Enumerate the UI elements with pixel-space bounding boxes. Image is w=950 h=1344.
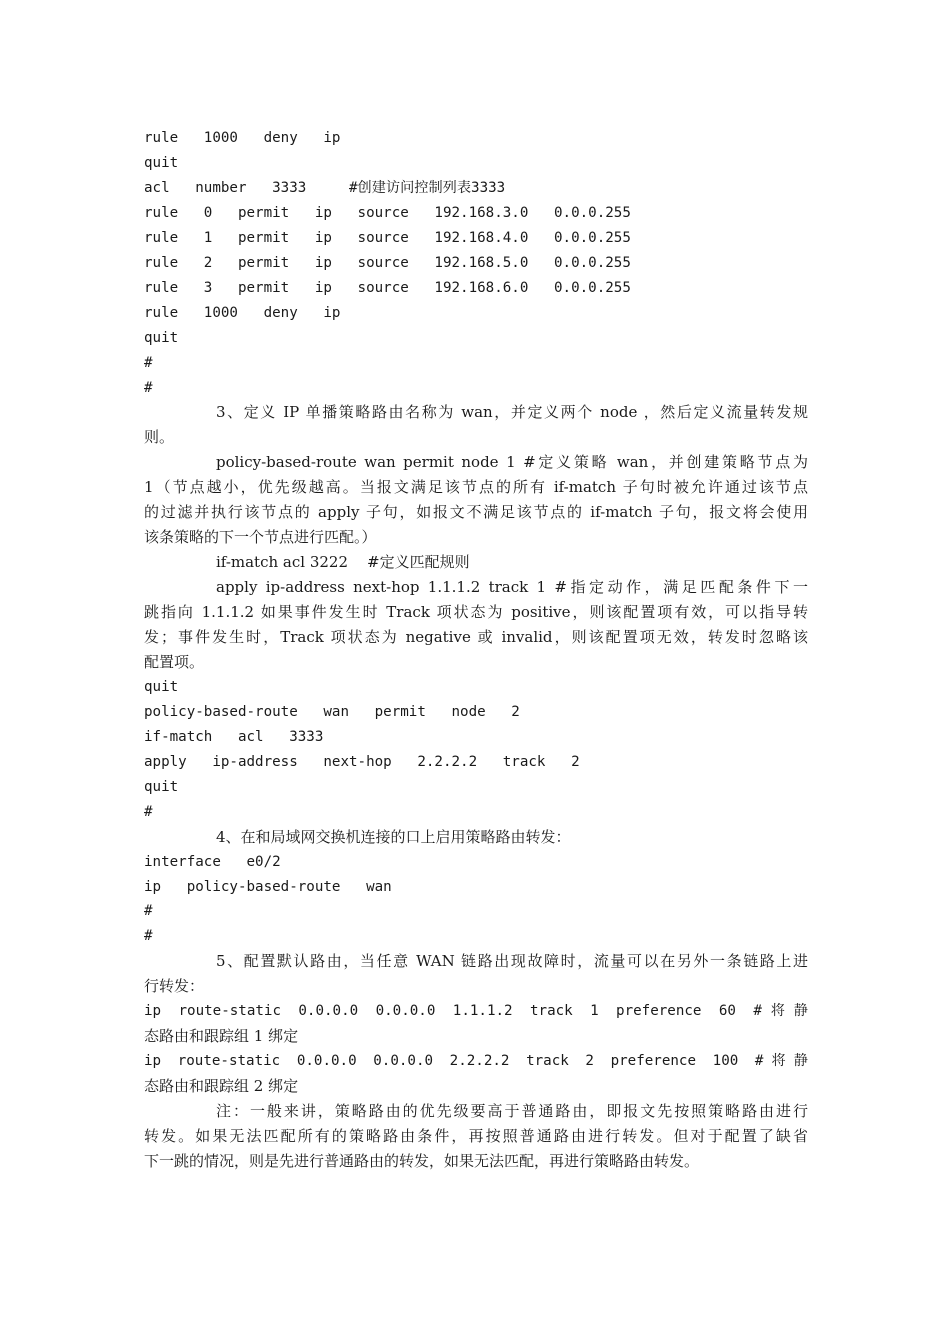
config-line: # [144,354,153,371]
text-line: 注：一般来讲，策略路由的优先级要高于普通路由，即报文先按照策略路由进行 [216,1102,808,1120]
text-line: if-match acl 3222 #定义匹配规则 [216,553,470,572]
text-line: 该条策略的下一个节点进行匹配。） [144,528,377,547]
config-line: ip route-static 0.0.0.0 0.0.0.0 2.2.2.2 track 2 preference 100 #将静 [144,1053,808,1070]
text-line: 发；事件发生时，Track 项状态为 negative 或 invalid，则该配置项无效，转发时忽略该 [144,628,808,646]
text-line: 态路由和跟踪组 2 绑定 [144,1077,299,1096]
config-line: quit [144,678,179,695]
config-line: # [144,928,153,945]
config-line: ip route-static 0.0.0.0 0.0.0.0 1.1.1.2 track 1 preference 60 #将静 [144,1003,808,1020]
config-line: policy-based-route wan permit node 2 [144,703,520,720]
config-line: quit [144,329,179,346]
config-line: acl number 3333 #创建访问控制列表3333 [144,179,506,196]
config-line: rule 3 permit ip source 192.168.6.0 0.0.0.255 [144,279,631,296]
config-line: # [144,803,153,820]
text-line: 下一跳的情况，则是先进行普通路由的转发，如果无法匹配，再进行策略路由转发。 [144,1151,700,1170]
text-line: policy-based-route wan permit node 1 #定义策略 wan，并创建策略节点为 [216,453,808,472]
config-line: if-match acl 3333 [144,728,324,745]
config-line: ip policy-based-route wan [144,878,392,895]
text-line: 行转发： [144,977,205,996]
config-line: rule 1000 deny ip [144,304,341,321]
config-line: quit [144,778,179,795]
text-line: 跳指向 1.1.1.2 如果事件发生时 Track 项状态为 positive，则该配置项有效，可以指导转 [144,603,808,621]
text-line: 5、配置默认路由，当任意 WAN 链路出现故障时，流量可以在另外一条链路上进 [216,952,808,971]
text-line: 4、在和局域网交换机连接的口上启用策略路由转发： [216,827,571,846]
text-line: 则。 [144,428,175,447]
text-line: 态路由和跟踪组 1 绑定 [144,1027,299,1046]
text-line: apply ip-address next-hop 1.1.1.2 track 1 #指定动作，满足匹配条件下一 [216,578,808,597]
config-line: rule 1 permit ip source 192.168.4.0 0.0.0.255 [144,229,631,246]
text-line: 的过滤并执行该节点的 apply 子句，如报文不满足该节点的 if-match 子句，报文将会使用 [144,503,808,522]
config-line: rule 1000 deny ip [144,130,341,146]
config-line: rule 2 permit ip source 192.168.5.0 0.0.0.255 [144,254,631,271]
text-line: 3、定义 IP 单播策略路由名称为 wan，并定义两个 node ，然后定义流量转发规 [216,403,808,422]
text-line: 1（节点越小，优先级越高。当报文满足该节点的所有 if-match 子句时被允许通过该节点 [144,478,808,497]
config-line: apply ip-address next-hop 2.2.2.2 track 2 [144,753,580,770]
text-line: 转发。如果无法匹配所有的策略路由条件，再按照普通路由进行转发。但对于配置了缺省 [144,1127,808,1145]
config-line: quit [144,154,179,171]
config-line: interface e0/2 [144,853,281,870]
text-line: 配置项。 [144,652,205,671]
config-line: # [144,903,153,920]
config-line: # [144,379,153,396]
config-line: rule 0 permit ip source 192.168.3.0 0.0.0.255 [144,204,631,221]
